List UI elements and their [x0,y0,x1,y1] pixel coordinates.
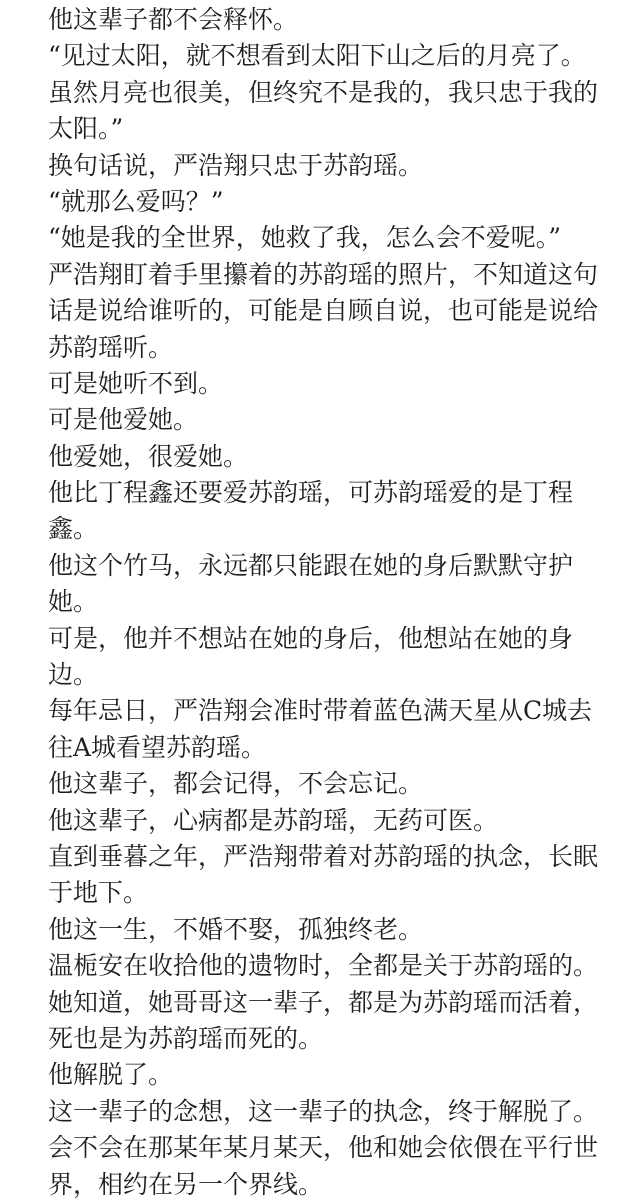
text-line: 虽然月亮也很美，但终究不是我的，我只忠于我的 [48,77,599,107]
text-line: 鑫。 [48,514,99,544]
text-line: 可是她听不到。 [48,368,224,398]
text-line: 换句话说，严浩翔只忠于苏韵瑶。 [48,150,424,180]
text-line: 会不会在那某年某月某天，他和她会依偎在平行世 [48,1133,599,1163]
text-line: 可是他爱她。 [48,405,199,435]
text-line: 边。 [48,660,99,690]
text-line: “见过太阳，就不想看到太阳下山之后的月亮了。 [48,41,586,71]
text-line: “她是我的全世界，她救了我，怎么会不爱呢。” [48,223,562,253]
text-line: 苏韵瑶听。 [48,332,174,362]
text-line: “就那么爱吗？” [48,186,224,216]
text-line: 死也是为苏韵瑶而死的。 [48,1023,324,1053]
text-line: 界，相约在另一个界线。 [48,1169,324,1199]
text-line: 他这个竹马，永远都只能跟在她的身后默默守护 [48,550,574,580]
text-line: 他这一生，不婚不娶，孤独终老。 [48,914,424,944]
text-line: 他比丁程鑫还要爱苏韵瑶，可苏韵瑶爱的是丁程 [48,478,574,508]
text-line: 他这辈子，都会记得，不会忘记。 [48,769,424,799]
text-line: 话是说给谁听的，可能是自顾自说，也可能是说给 [48,296,599,326]
text-line: 他爱她，很爱她。 [48,441,249,471]
text-line: 她知道，她哥哥这一辈子，都是为苏韵瑶而活着， [48,987,599,1017]
text-line: 太阳。” [48,114,124,144]
text-line: 这一辈子的念想，这一辈子的执念，终于解脱了。 [48,1096,599,1126]
text-line: 他这辈子，心病都是苏韵瑶，无药可医。 [48,805,499,835]
text-line: 于地下。 [48,878,149,908]
text-line: 可是，他并不想站在她的身后，他想站在她的身 [48,623,574,653]
text-line: 每年忌日，严浩翔会准时带着蓝色满天星从C城去 [48,696,593,726]
text-line: 直到垂暮之年，严浩翔带着对苏韵瑶的执念，长眠 [48,841,599,871]
text-line: 往A城看望苏韵瑶。 [48,732,267,762]
text-line: 他解脱了。 [48,1060,174,1090]
text-line: 温栀安在收拾他的遗物时，全都是关于苏韵瑶的。 [48,951,599,981]
text-line: 他这辈子都不会释怀。 [48,5,299,34]
text-line: 严浩翔盯着手里攥着的苏韵瑶的照片，不知道这句 [48,259,599,289]
text-line: 她。 [48,587,99,617]
